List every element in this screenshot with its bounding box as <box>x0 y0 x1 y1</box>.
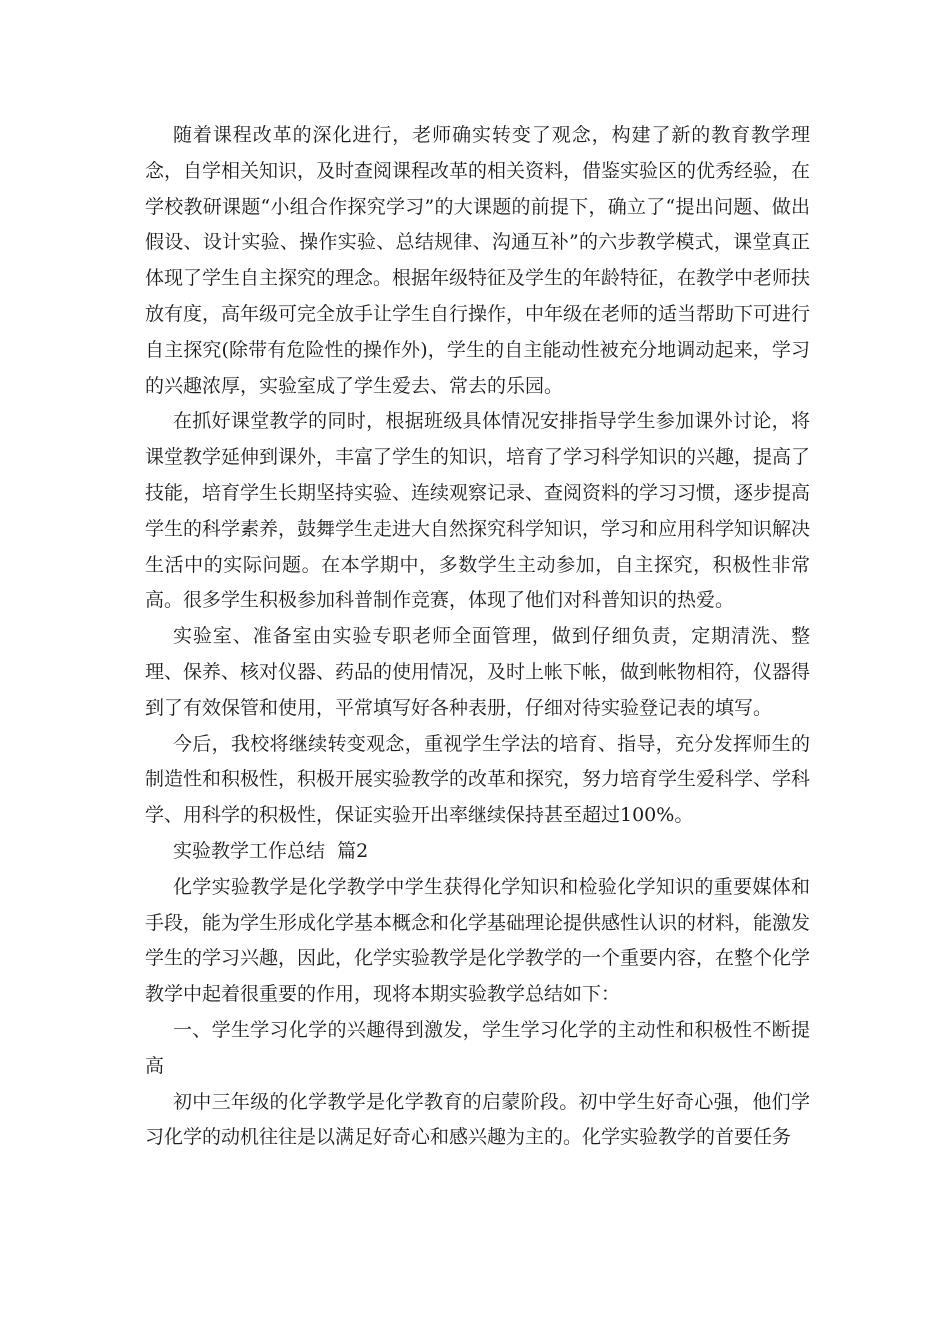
section-title: 实验教学工作总结 篇2 <box>173 839 369 862</box>
paragraph-extracurricular: 在抓好课堂教学的同时，根据班级具体情况安排指导学生参加课外讨论，将课堂教学延伸到课外，丰富了学生的知识，培育了学习科学知识的兴趣，提高了技能，培育学生长期坚持实验、连续观察记录、查阅资料的学习习惯，逐步提高学生的科学素养，鼓舞学生走进大自然探究科学知识，学习和应用科学知识解决生活中的实际问题。在本学期中，多数学生主动参加，自主探究，积极性非常高。很多学生积极参加科普制作竞赛，体现了他们对科普知识的热爱。 <box>145 410 811 612</box>
paragraph-curriculum-reform: 随着课程改革的深化进行，老师确实转变了观念，构建了新的教育教学理念，自学相关知识，及时查阅课程改革的相关资料，借鉴实验区的优秀经验，在学校教研课题“小组合作探究学习”的大课题的前提下，确立了“提出问题、做出假设、设计实验、操作实验、总结规律、沟通互补”的六步教学模式，课堂真正体现了学生自主探究的理念。根据年级特征及学生的年龄特征，在教学中老师扶放有度，高年级可完全放手让学生自行操作，中年级在老师的适当帮助下可进行自主探究(除带有危险性的操作外)，学生的自主能动性被充分地调动起来，学习的兴趣浓厚，实验室成了学生爱去、常去的乐园。 <box>145 124 811 397</box>
paragraph-grade-three: 初中三年级的化学教学是化学教育的启蒙阶段。初中学生好奇心强，他们学习化学的动机往往是以满足好奇心和感兴趣为主的。化学实验教学的首要任务 <box>145 1090 810 1149</box>
paragraph-point-one: 一、学生学习化学的兴趣得到激发，学生学习化学的主动性和积极性不断提高 <box>145 1018 810 1077</box>
paragraph-future-plan: 今后，我校将继续转变观念，重视学生学法的培育、指导，充分发挥师生的制造性和积极性，积极开展实验教学的改革和探究，努力培育学生爱科学、学科学、用科学的积极性，保证实验开出率继续保持甚至超过100%。 <box>145 732 811 827</box>
paragraph-lab-management: 实验室、准备室由实验专职老师全面管理，做到仔细负责，定期清洗、整理、保养、核对仪器、药品的使用情况，及时上帐下帐，做到帐物相符，仪器得到了有效保管和使用，平常填写好各种表册，仔细对待实验登记表的填写。 <box>145 625 811 719</box>
document-page <box>145 118 810 1156</box>
paragraph-chemistry-intro: 化学实验教学是化学教学中学生获得化学知识和检验化学知识的重要媒体和手段，能为学生形成化学基本概念和化学基础理论提供感性认识的材料，能激发学生的学习兴趣，因此，化学实验教学是化学教学的一个重要内容，在整个化学教学中起着很重要的作用，现将本期实验教学总结如下： <box>145 875 811 1006</box>
